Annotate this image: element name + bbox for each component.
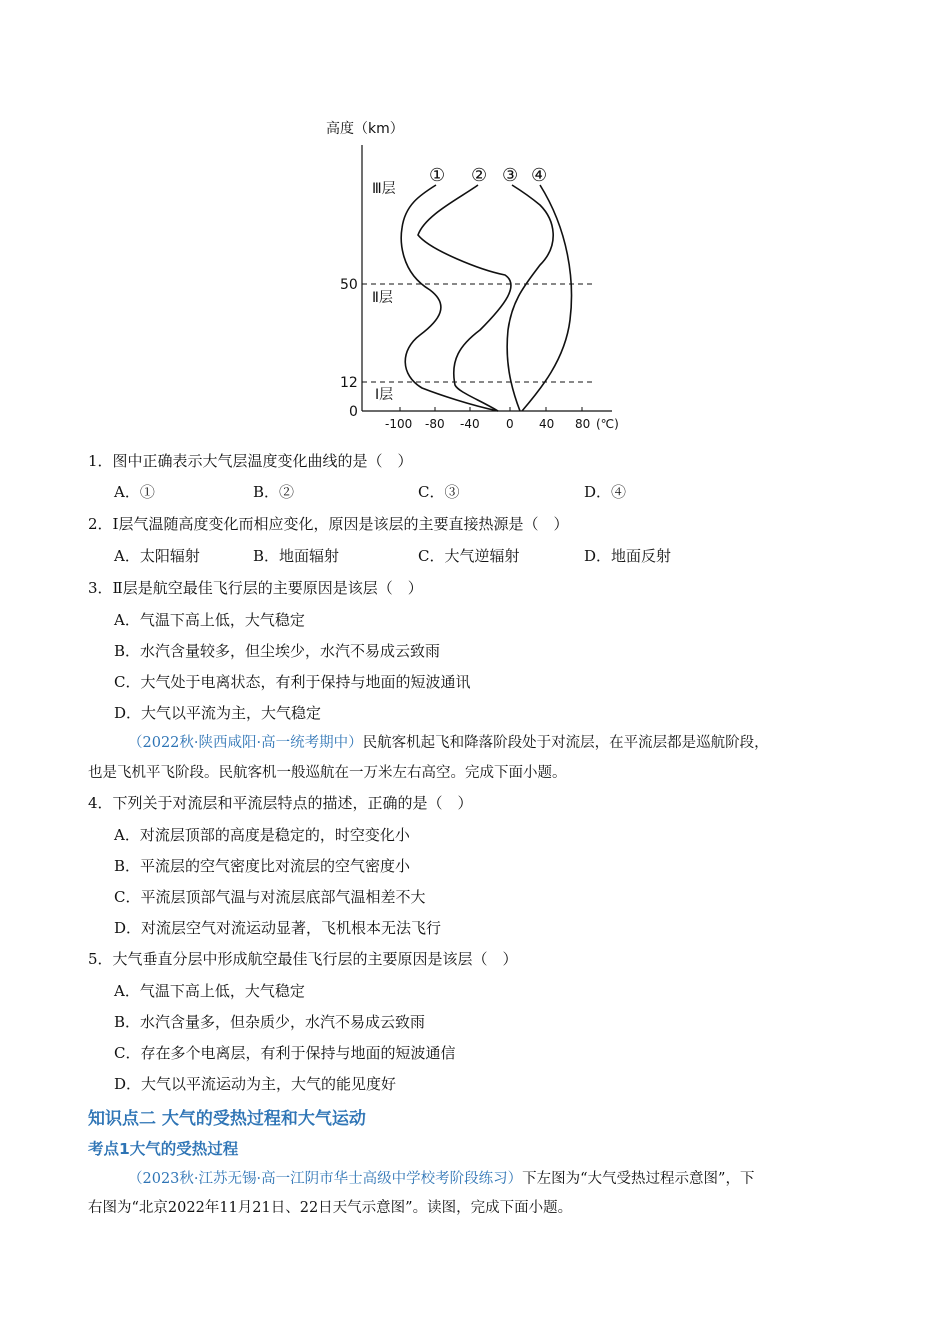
- passage-2-text-1: 下左图为“大气受热过程示意图”，下: [522, 1171, 755, 1187]
- layer-2-label: Ⅱ层: [372, 290, 393, 306]
- curve-1: [401, 185, 498, 411]
- passage-2-source: （2023秋·江苏无锡·高一江阴市华士高级中学校考阶段练习）: [128, 1171, 523, 1187]
- y-axis-title: 高度（km）: [326, 121, 404, 137]
- atmosphere-temperature-figure: [300, 110, 640, 435]
- y-tick-50: 50: [340, 277, 358, 293]
- q2-option-a[interactable]: A．太阳辐射: [114, 547, 200, 565]
- layer-1-label: Ⅰ层: [375, 387, 394, 403]
- x-unit: (℃): [596, 417, 619, 431]
- x-tick-0: 0: [506, 417, 514, 431]
- curve-3: [507, 185, 553, 411]
- x-tick-minus40: -40: [460, 417, 480, 431]
- question-1-stem: 1．图中正确表示大气层温度变化曲线的是（ ）: [88, 452, 413, 470]
- curve-label-4: ④: [531, 165, 548, 186]
- q2-option-b[interactable]: B．地面辐射: [253, 547, 340, 565]
- q3-option-b[interactable]: B．水汽含量较多，但尘埃少，水汽不易成云致雨: [114, 642, 441, 660]
- q1-option-a[interactable]: A．①: [114, 483, 155, 501]
- q2-option-d[interactable]: D．地面反射: [584, 547, 672, 565]
- section-title: 知识点二 大气的受热过程和大气运动: [88, 1109, 366, 1129]
- q4-option-b[interactable]: B．平流层的空气密度比对流层的空气密度小: [114, 857, 411, 875]
- passage-1-line-1: [128, 733, 769, 753]
- x-tick-minus80: -80: [425, 417, 445, 431]
- y-tick-12: 12: [340, 375, 358, 391]
- y-tick-0: 0: [349, 404, 358, 420]
- q5-option-b[interactable]: B．水汽含量多，但杂质少，水汽不易成云致雨: [114, 1013, 426, 1031]
- passage-1-line-2: 也是飞机平飞阶段。民航客机一般巡航在一万米左右高空。完成下面小题。: [88, 765, 567, 781]
- passage-1-text-1: 民航客机起飞和降落阶段处于对流层，在平流层都是巡航阶段，: [362, 735, 769, 751]
- curve-2: [418, 185, 511, 411]
- q1-option-d[interactable]: D．④: [584, 483, 627, 501]
- x-tick-80: 80: [575, 417, 591, 431]
- q4-option-a[interactable]: A．对流层顶部的高度是稳定的，时空变化小: [114, 826, 410, 844]
- q4-option-d[interactable]: D．对流层空气对流运动显著，飞机根本无法飞行: [114, 919, 442, 937]
- q5-option-c[interactable]: C．存在多个电离层，有利于保持与地面的短波通信: [114, 1044, 456, 1062]
- x-tick-minus100: -100: [385, 417, 413, 431]
- curve-label-3: ③: [502, 165, 519, 186]
- q5-option-d[interactable]: D．大气以平流运动为主，大气的能见度好: [114, 1075, 397, 1093]
- section-subtitle: 考点1大气的受热过程: [88, 1140, 239, 1158]
- question-3-stem: 3．Ⅱ层是航空最佳飞行层的主要原因是该层（ ）: [88, 579, 423, 597]
- passage-2-line-2: 右图为“北京2022年11月21日、22日天气示意图”。读图，完成下面小题。: [88, 1200, 573, 1216]
- passage-1-source: （2022秋·陕西咸阳·高一统考期中）: [128, 735, 363, 751]
- q1-option-b[interactable]: B．②: [253, 483, 295, 501]
- question-2-stem: 2．Ⅰ层气温随高度变化而相应变化，原因是该层的主要直接热源是（ ）: [88, 515, 569, 533]
- question-4-stem: 4．下列关于对流层和平流层特点的描述，正确的是（ ）: [88, 794, 473, 812]
- q3-option-a[interactable]: A．气温下高上低，大气稳定: [114, 611, 305, 629]
- q5-option-a[interactable]: A．气温下高上低，大气稳定: [114, 982, 305, 1000]
- q2-option-c[interactable]: C．大气逆辐射: [418, 547, 520, 565]
- layer-3-label: Ⅲ层: [372, 181, 396, 197]
- q3-option-c[interactable]: C．大气处于电离状态，有利于保持与地面的短波通讯: [114, 673, 471, 691]
- q3-option-d[interactable]: D．大气以平流为主，大气稳定: [114, 704, 322, 722]
- q1-option-c[interactable]: C．③: [418, 483, 460, 501]
- curve-label-1: ①: [429, 165, 446, 186]
- q4-option-c[interactable]: C．平流层顶部气温与对流层底部气温相差不大: [114, 888, 426, 906]
- x-tick-40: 40: [539, 417, 555, 431]
- passage-2-line-1: [128, 1169, 754, 1189]
- question-5-stem: 5．大气垂直分层中形成航空最佳飞行层的主要原因是该层（ ）: [88, 950, 518, 968]
- curve-label-2: ②: [471, 165, 488, 186]
- curve-4: [522, 185, 571, 411]
